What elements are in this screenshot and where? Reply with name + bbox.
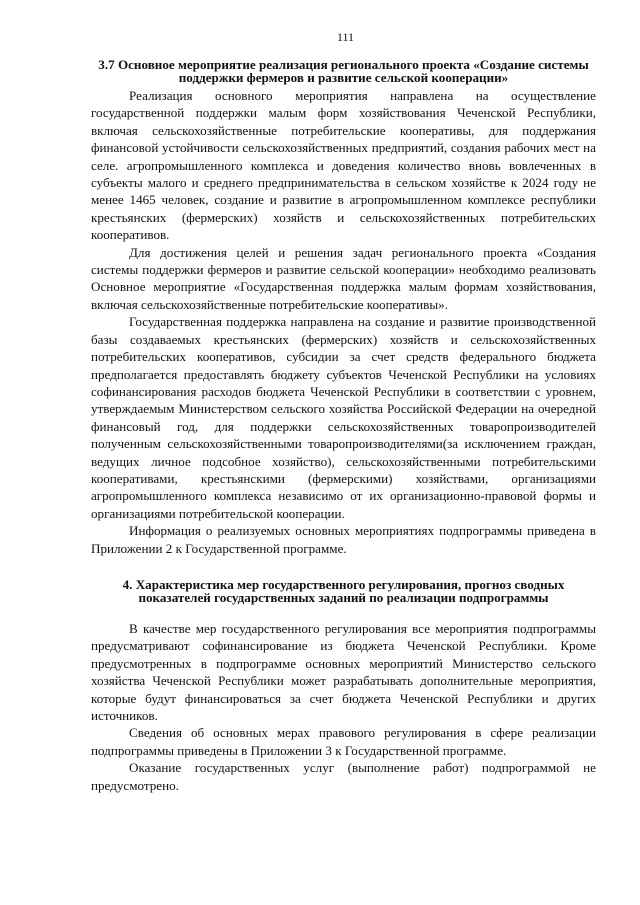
paragraph: Сведения об основных мерах правового регулирования в сфере реализации подпрограммы приведены в Приложении 3 к Государственной программе. bbox=[91, 725, 596, 758]
paragraph: Оказание государственных услуг (выполнение работ) подпрограммой не предусмотрено. bbox=[91, 760, 596, 793]
page-number: 111 bbox=[336, 30, 355, 44]
document-page bbox=[91, 30, 596, 794]
paragraph: Государственная поддержка направлена на создание и развитие производственной базы создаваемых крестьянских (фермерских) хозяйств и сельскохозяйственных потребительских кооперативов, субсидии за счет средств федерального бюджета предполагается предоставлять бюджету субъектов Чеченской Республики на условиях софинансирования расходов бюджета Чеченской Республики в соответствии с уровнем, утверждаемым Министерством сельского хозяйства Российской Федерации на очередной финансовый год, для поддержки сельскохозяйственных товаропроизводителей полученным сельскохозяйственными товаропроизводителями(за исключением граждан, ведущих личное подсобное хозяйство), сельскохозяйственными потребительскими кооперативами, крестьянскими (фермерскими) хозяйствами, организациями агропромышленного комплекса независимо от их организационно-правовой формы и организациями потребительской кооперации. bbox=[91, 314, 596, 521]
paragraph: Для достижения целей и решения задач регионального проекта «Создания системы поддержки фермеров и развитие сельской кооперации» необходимо реализовать Основное мероприятие «Государственная поддержка малым формам хозяйствования, включая сельскохозяйственные потребительские кооперативы». bbox=[91, 244, 596, 312]
paragraph: Реализация основного мероприятия направлена на осуществление государственной поддержки малым форм хозяйствования Чеченской Республики, включая сельскохозяйственные потребительские кооперативы, для поддержания финансовой устойчивости сельскохозяйственных предприятий, создания рабочих мест на селе. агропромышленного комплекса и доведения количество вновь вовлеченных в субъекты малого и среднего предпринимательства в сельском хозяйстве к 2024 году не менее 1465 человек, создание и развитие в агропромышленном комплексе республики крестьянских (фермерских) хозяйств и сельскохозяйственных потребительских кооперативов. bbox=[91, 88, 596, 243]
section-heading-3-7: 3.7 Основное мероприятие реализация регионального проекта «Создание системы поддержки фермеров и развитие сельской кооперации» bbox=[98, 57, 589, 85]
paragraph: В качестве мер государственного регулирования все мероприятия подпрограммы предусматривают софинансирование из бюджета Чеченской Республики. Кроме предусмотренных в подпрограмме основных мероприятий Министерство сельского хозяйства Чеченской Республики может разрабатывать дополнительные мероприятия, которые будут финансироваться за счет бюджета Чеченской Республики и других источников. bbox=[91, 620, 596, 723]
section-heading-4: 4. Характеристика мер государственного регулирования, прогноз сводных показателей государственных заданий по реализации подпрограммы bbox=[122, 576, 565, 605]
paragraph: Информация о реализуемых основных мероприятиях подпрограммы приведена в Приложении 2 к Государственной программе. bbox=[91, 523, 596, 556]
